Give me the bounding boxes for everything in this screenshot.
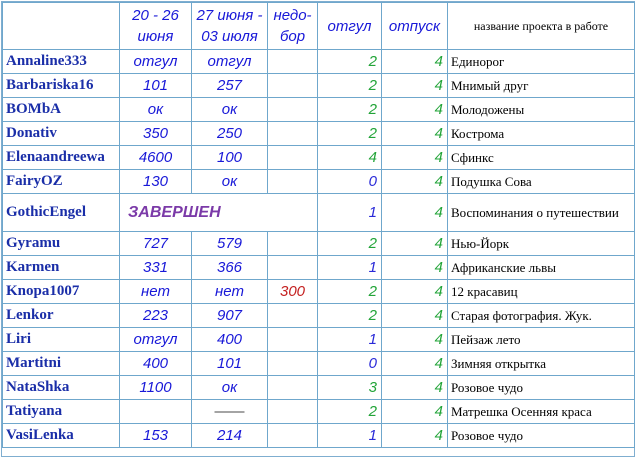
shortfall-value	[268, 170, 318, 194]
otgul-value: 2	[318, 232, 382, 256]
project-name: Розовое чудо	[448, 376, 635, 400]
week2-value: 907	[192, 304, 268, 328]
week1-value: 727	[120, 232, 192, 256]
week2-value: ——	[192, 400, 268, 424]
participant-name: VasiLenka	[3, 424, 120, 448]
shortfall-value	[268, 328, 318, 352]
table-row	[3, 304, 635, 328]
project-name: Молодожены	[448, 98, 635, 122]
participant-name: Karmen	[3, 256, 120, 280]
week1-value: 153	[120, 424, 192, 448]
week2-value: 257	[192, 74, 268, 98]
otpusk-value: 4	[382, 98, 448, 122]
participant-name: GothicEngel	[3, 194, 120, 232]
otpusk-value: 4	[382, 194, 448, 232]
otpusk-value: 4	[382, 352, 448, 376]
table-row	[3, 376, 635, 400]
shortfall-value	[268, 122, 318, 146]
otgul-value: 1	[318, 194, 382, 232]
week2-value: 366	[192, 256, 268, 280]
otpusk-value: 4	[382, 304, 448, 328]
table-row	[3, 280, 635, 304]
shortfall-value	[268, 50, 318, 74]
otgul-value: 2	[318, 280, 382, 304]
header-week1: 20 - 26 июня	[120, 3, 192, 50]
otpusk-value: 4	[382, 400, 448, 424]
otgul-value: 2	[318, 98, 382, 122]
project-name: Африканские львы	[448, 256, 635, 280]
participant-name: Gyramu	[3, 232, 120, 256]
week1-value: 350	[120, 122, 192, 146]
shortfall-value	[268, 304, 318, 328]
shortfall-value: 300	[268, 280, 318, 304]
table-row	[3, 352, 635, 376]
week1-value: ок	[120, 98, 192, 122]
week2-value: ок	[192, 98, 268, 122]
week1-value: 400	[120, 352, 192, 376]
participant-name: Annaline333	[3, 50, 120, 74]
schedule-table-frame	[1, 1, 635, 457]
header-name	[3, 3, 120, 50]
otgul-value: 2	[318, 50, 382, 74]
project-name: Единорог	[448, 50, 635, 74]
otgul-value: 2	[318, 400, 382, 424]
project-name: Воспоминания о путешествии	[448, 194, 635, 232]
otpusk-value: 4	[382, 74, 448, 98]
header-project: название проекта в работе	[448, 3, 635, 50]
week2-value: 100	[192, 146, 268, 170]
otpusk-value: 4	[382, 146, 448, 170]
header-row	[3, 3, 635, 50]
week2-value: 400	[192, 328, 268, 352]
shortfall-value	[268, 352, 318, 376]
otpusk-value: 4	[382, 50, 448, 74]
otpusk-value: 4	[382, 256, 448, 280]
table-row	[3, 400, 635, 424]
week1-value: 331	[120, 256, 192, 280]
header-shortfall: недо- бор	[268, 3, 318, 50]
week2-value: отгул	[192, 50, 268, 74]
shortfall-value	[268, 376, 318, 400]
otpusk-value: 4	[382, 328, 448, 352]
project-name: 12 красавиц	[448, 280, 635, 304]
shortfall-value	[268, 98, 318, 122]
otgul-value: 3	[318, 376, 382, 400]
week1-value: нет	[120, 280, 192, 304]
shortfall-value	[268, 424, 318, 448]
project-name: Зимняя открытка	[448, 352, 635, 376]
otpusk-value: 4	[382, 424, 448, 448]
week2-value: 214	[192, 424, 268, 448]
week1-value: 223	[120, 304, 192, 328]
project-name: Пейзаж лето	[448, 328, 635, 352]
week2-value: ок	[192, 170, 268, 194]
week1-value: 130	[120, 170, 192, 194]
participant-name: Tatiyana	[3, 400, 120, 424]
table-row	[3, 146, 635, 170]
participant-name: Lenkor	[3, 304, 120, 328]
header-otpusk: отпуск	[382, 3, 448, 50]
week1-value: отгул	[120, 328, 192, 352]
shortfall-value	[268, 400, 318, 424]
week1-value: 1100	[120, 376, 192, 400]
shortfall-value	[268, 232, 318, 256]
otgul-value: 2	[318, 122, 382, 146]
table-row	[3, 328, 635, 352]
shortfall-value	[268, 256, 318, 280]
otgul-value: 1	[318, 424, 382, 448]
schedule-table	[2, 2, 635, 448]
table-row	[3, 170, 635, 194]
otpusk-value: 4	[382, 232, 448, 256]
project-name: Подушка Сова	[448, 170, 635, 194]
project-name: Старая фотография. Жук.	[448, 304, 635, 328]
table-row	[3, 256, 635, 280]
otgul-value: 2	[318, 74, 382, 98]
week1-value: 101	[120, 74, 192, 98]
project-name: Сфинкс	[448, 146, 635, 170]
week2-value: 579	[192, 232, 268, 256]
participant-name: Martitni	[3, 352, 120, 376]
participant-name: Barbariska16	[3, 74, 120, 98]
table-row	[3, 50, 635, 74]
otgul-value: 0	[318, 170, 382, 194]
week2-value: 250	[192, 122, 268, 146]
status-completed: ЗАВЕРШЕН	[120, 194, 318, 232]
table-row	[3, 232, 635, 256]
project-name: Матрешка Осенняя краса	[448, 400, 635, 424]
table-row	[3, 74, 635, 98]
otpusk-value: 4	[382, 280, 448, 304]
week2-value: 101	[192, 352, 268, 376]
participant-name: FairyOZ	[3, 170, 120, 194]
participant-name: NataShka	[3, 376, 120, 400]
participant-name: BOMbA	[3, 98, 120, 122]
otgul-value: 0	[318, 352, 382, 376]
otpusk-value: 4	[382, 170, 448, 194]
header-week2: 27 июня - 03 июля	[192, 3, 268, 50]
otgul-value: 2	[318, 304, 382, 328]
project-name: Розовое чудо	[448, 424, 635, 448]
header-otgul: отгул	[318, 3, 382, 50]
participant-name: Elenaandreewa	[3, 146, 120, 170]
table-row	[3, 194, 635, 232]
week2-value: нет	[192, 280, 268, 304]
shortfall-value	[268, 74, 318, 98]
otgul-value: 1	[318, 328, 382, 352]
week1-value: 4600	[120, 146, 192, 170]
otgul-value: 4	[318, 146, 382, 170]
table-row	[3, 424, 635, 448]
project-name: Мнимый друг	[448, 74, 635, 98]
table-row	[3, 98, 635, 122]
table-row	[3, 122, 635, 146]
participant-name: Liri	[3, 328, 120, 352]
week1-value	[120, 400, 192, 424]
participant-name: Knopa1007	[3, 280, 120, 304]
participant-name: Donativ	[3, 122, 120, 146]
project-name: Кострома	[448, 122, 635, 146]
project-name: Нью-Йорк	[448, 232, 635, 256]
shortfall-value	[268, 146, 318, 170]
week1-value: отгул	[120, 50, 192, 74]
otpusk-value: 4	[382, 122, 448, 146]
week2-value: ок	[192, 376, 268, 400]
otpusk-value: 4	[382, 376, 448, 400]
otgul-value: 1	[318, 256, 382, 280]
